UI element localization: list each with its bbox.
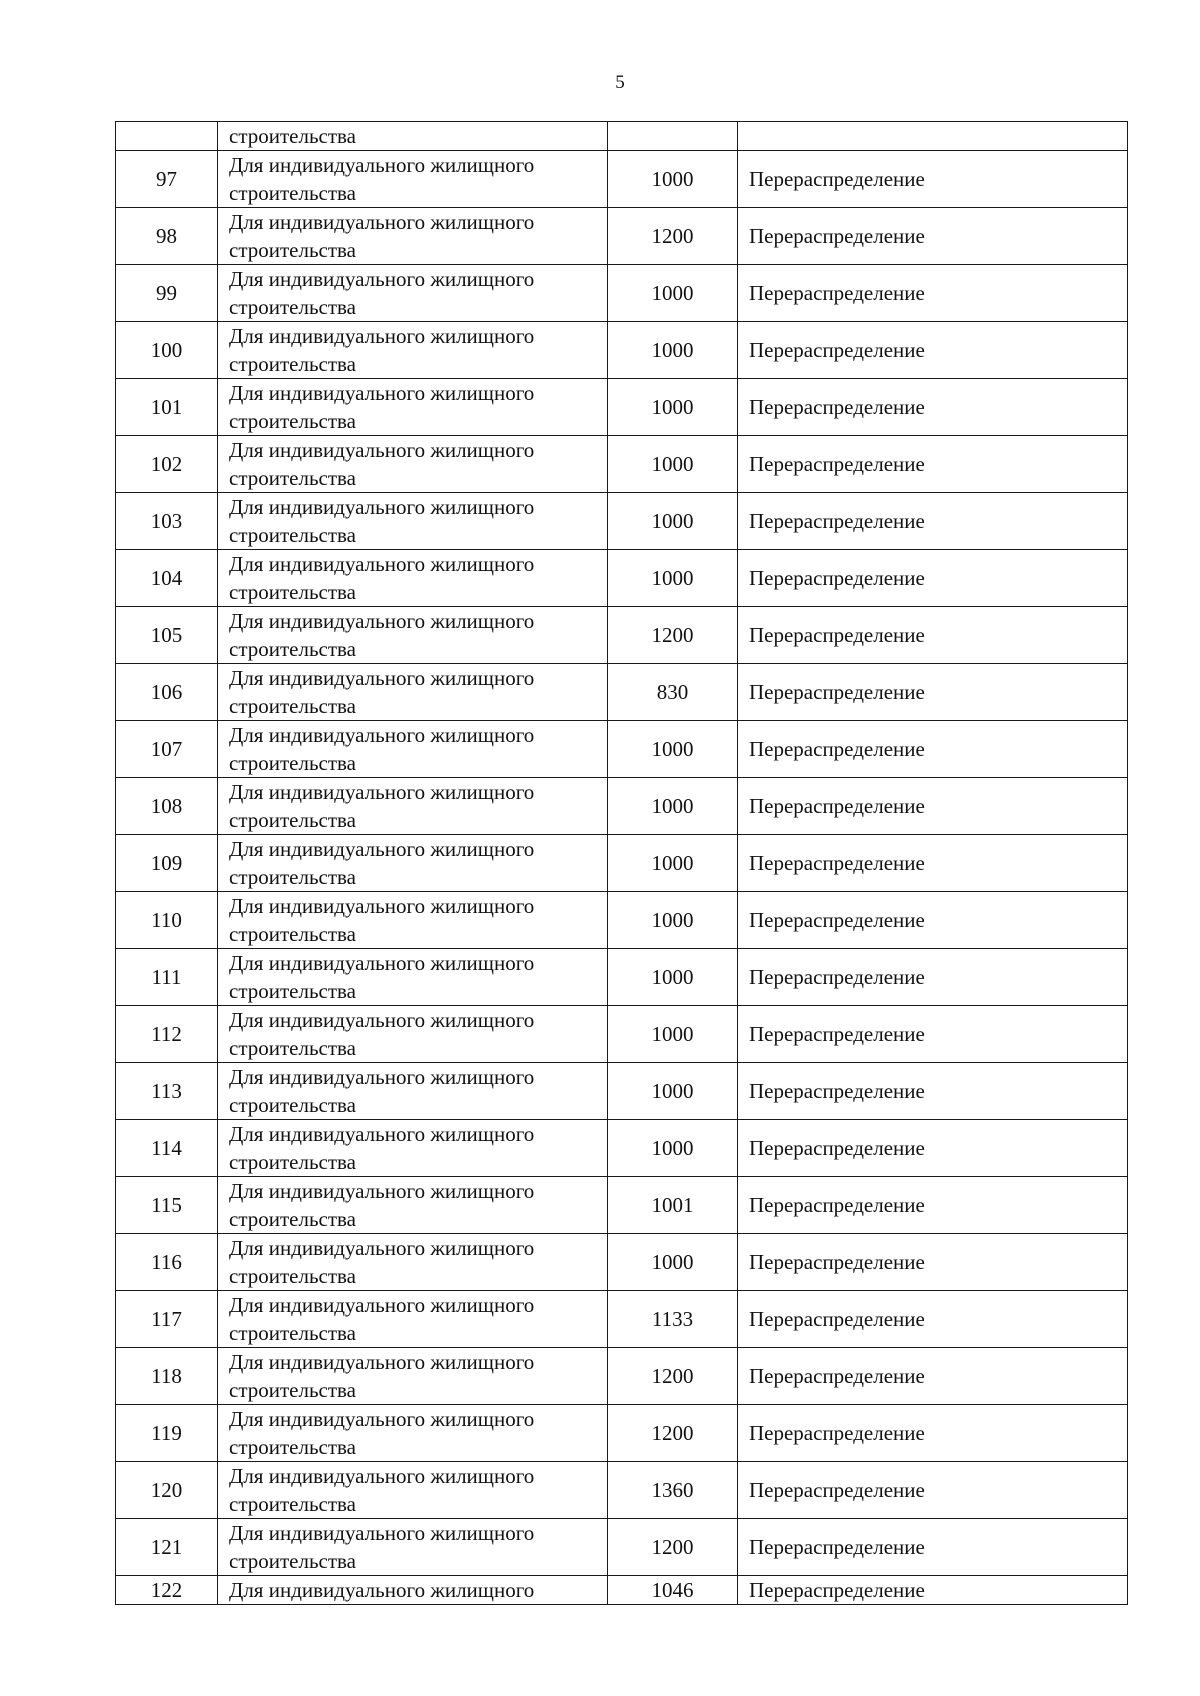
- table-row: [116, 778, 1128, 835]
- method-cell: Перераспределение: [738, 322, 1128, 379]
- land-use-text: Для индивидуального жилищного: [229, 723, 535, 747]
- area-cell: 1046: [608, 1576, 738, 1605]
- land-use-text: Для индивидуального жилищного: [229, 267, 535, 291]
- land-use-text: строительства: [229, 1321, 357, 1345]
- land-use-text: строительства: [229, 1150, 357, 1174]
- table-row: [116, 1405, 1128, 1462]
- method-cell: [738, 122, 1128, 151]
- land-use-text: Для индивидуального жилищного: [229, 153, 535, 177]
- row-number-cell: [116, 122, 218, 151]
- land-use-cell: [218, 892, 608, 949]
- row-number-cell: 110: [116, 892, 218, 949]
- land-use-text: Для индивидуального жилищного: [229, 1464, 535, 1488]
- area-cell: 1000: [608, 949, 738, 1006]
- table-row: [116, 1462, 1128, 1519]
- method-cell: Перераспределение: [738, 493, 1128, 550]
- method-cell: Перераспределение: [738, 436, 1128, 493]
- area-cell: 1000: [608, 1120, 738, 1177]
- land-use-text: Для индивидуального жилищного: [229, 438, 535, 462]
- area-cell: 1133: [608, 1291, 738, 1348]
- method-cell: Перераспределение: [738, 265, 1128, 322]
- land-use-text: Для индивидуального жилищного: [229, 837, 535, 861]
- land-use-cell: [218, 151, 608, 208]
- table-row-continuation: [116, 122, 1128, 151]
- method-cell: Перераспределение: [738, 835, 1128, 892]
- method-cell: Перераспределение: [738, 664, 1128, 721]
- area-cell: 1000: [608, 493, 738, 550]
- table-row: [116, 1576, 1128, 1605]
- land-plots-table: [115, 121, 1128, 1605]
- land-use-text: строительства: [229, 352, 357, 376]
- table-row: [116, 322, 1128, 379]
- row-number-cell: 98: [116, 208, 218, 265]
- row-number-cell: 104: [116, 550, 218, 607]
- land-use-cell: [218, 835, 608, 892]
- land-use-text: строительства: [229, 865, 357, 889]
- page-number: 5: [615, 72, 625, 93]
- row-number-cell: 112: [116, 1006, 218, 1063]
- method-cell: Перераспределение: [738, 892, 1128, 949]
- method-cell: Перераспределение: [738, 151, 1128, 208]
- table-row: [116, 664, 1128, 721]
- land-use-cell: [218, 949, 608, 1006]
- area-cell: 1000: [608, 835, 738, 892]
- table-row: [116, 265, 1128, 322]
- area-cell: 1001: [608, 1177, 738, 1234]
- method-cell: Перераспределение: [738, 1120, 1128, 1177]
- table-row: [116, 493, 1128, 550]
- land-use-text: строительства: [229, 466, 357, 490]
- land-use-text: строительства: [229, 1549, 357, 1573]
- land-use-text: Для индивидуального жилищного: [229, 1122, 535, 1146]
- area-cell: 1000: [608, 778, 738, 835]
- land-use-text: Для индивидуального жилищного: [229, 780, 535, 804]
- table-row: [116, 1063, 1128, 1120]
- land-use-text: Для индивидуального жилищного: [229, 495, 535, 519]
- land-use-cell: [218, 436, 608, 493]
- land-use-text: Для индивидуального жилищного: [229, 324, 535, 348]
- area-cell: 1200: [608, 1405, 738, 1462]
- land-use-cell: [218, 1006, 608, 1063]
- area-cell: 1200: [608, 1519, 738, 1576]
- row-number-cell: 121: [116, 1519, 218, 1576]
- row-number-cell: 122: [116, 1576, 218, 1605]
- table-row: [116, 1519, 1128, 1576]
- land-use-text: Для индивидуального жилищного: [229, 894, 535, 918]
- land-use-cell: [218, 1348, 608, 1405]
- land-use-text: строительства: [229, 580, 357, 604]
- land-use-text: строительства: [229, 238, 357, 262]
- land-use-cell: [218, 1576, 608, 1605]
- method-cell: Перераспределение: [738, 1234, 1128, 1291]
- row-number-cell: 99: [116, 265, 218, 322]
- land-use-text: Для индивидуального жилищного: [229, 552, 535, 576]
- land-use-text: Для индивидуального жилищного: [229, 951, 535, 975]
- table-row: [116, 1348, 1128, 1405]
- land-use-text: строительства: [229, 1093, 357, 1117]
- land-use-text: строительства: [229, 1207, 357, 1231]
- row-number-cell: 103: [116, 493, 218, 550]
- land-use-text: строительства: [229, 523, 357, 547]
- method-cell: Перераспределение: [738, 721, 1128, 778]
- method-cell: Перераспределение: [738, 1462, 1128, 1519]
- land-use-text: строительства: [229, 1264, 357, 1288]
- method-cell: Перераспределение: [738, 1576, 1128, 1605]
- land-use-text: строительства: [229, 295, 357, 319]
- land-use-text: строительства: [229, 751, 357, 775]
- area-cell: 1000: [608, 151, 738, 208]
- method-cell: Перераспределение: [738, 778, 1128, 835]
- land-use-cell: [218, 493, 608, 550]
- area-cell: [608, 122, 738, 151]
- table-row: [116, 1006, 1128, 1063]
- land-use-text: строительства: [229, 922, 357, 946]
- land-use-text: строительства: [229, 124, 357, 148]
- method-cell: Перераспределение: [738, 949, 1128, 1006]
- area-cell: 1000: [608, 550, 738, 607]
- method-cell: Перераспределение: [738, 1348, 1128, 1405]
- land-use-cell: [218, 607, 608, 664]
- area-cell: 1000: [608, 1234, 738, 1291]
- row-number-cell: 117: [116, 1291, 218, 1348]
- row-number-cell: 111: [116, 949, 218, 1006]
- land-use-text: Для индивидуального жилищного: [229, 1407, 535, 1431]
- method-cell: Перераспределение: [738, 1519, 1128, 1576]
- land-use-text: Для индивидуального жилищного: [229, 609, 535, 633]
- land-use-cell: [218, 379, 608, 436]
- method-cell: Перераспределение: [738, 1177, 1128, 1234]
- row-number-cell: 106: [116, 664, 218, 721]
- land-use-text: строительства: [229, 1378, 357, 1402]
- land-use-text: строительства: [229, 181, 357, 205]
- land-use-text: Для индивидуального жилищного: [229, 1521, 535, 1545]
- table-row: [116, 949, 1128, 1006]
- table-row: [116, 1177, 1128, 1234]
- land-use-text: строительства: [229, 694, 357, 718]
- method-cell: Перераспределение: [738, 379, 1128, 436]
- row-number-cell: 97: [116, 151, 218, 208]
- row-number-cell: 107: [116, 721, 218, 778]
- area-cell: 1000: [608, 1063, 738, 1120]
- area-cell: 1000: [608, 721, 738, 778]
- area-cell: 1000: [608, 322, 738, 379]
- table-row: [116, 892, 1128, 949]
- land-use-text: Для индивидуального жилищного: [229, 1578, 535, 1602]
- table-row: [116, 151, 1128, 208]
- land-use-cell: [218, 664, 608, 721]
- row-number-cell: 113: [116, 1063, 218, 1120]
- land-use-text: строительства: [229, 1036, 357, 1060]
- area-cell: 1360: [608, 1462, 738, 1519]
- table-row: [116, 1120, 1128, 1177]
- table-body: [116, 122, 1128, 1605]
- land-use-cell: [218, 721, 608, 778]
- land-use-text: Для индивидуального жилищного: [229, 210, 535, 234]
- table-row: [116, 607, 1128, 664]
- area-cell: 1000: [608, 436, 738, 493]
- row-number-cell: 118: [116, 1348, 218, 1405]
- land-use-text: Для индивидуального жилищного: [229, 1065, 535, 1089]
- method-cell: Перераспределение: [738, 550, 1128, 607]
- land-use-cell: [218, 1462, 608, 1519]
- row-number-cell: 115: [116, 1177, 218, 1234]
- area-cell: 1200: [608, 208, 738, 265]
- land-use-text: строительства: [229, 1492, 357, 1516]
- land-use-cell: [218, 778, 608, 835]
- row-number-cell: 116: [116, 1234, 218, 1291]
- row-number-cell: 101: [116, 379, 218, 436]
- area-cell: 1000: [608, 892, 738, 949]
- row-number-cell: 102: [116, 436, 218, 493]
- table-row: [116, 379, 1128, 436]
- land-use-text: Для индивидуального жилищного: [229, 666, 535, 690]
- method-cell: Перераспределение: [738, 1405, 1128, 1462]
- table-row: [116, 721, 1128, 778]
- row-number-cell: 119: [116, 1405, 218, 1462]
- row-number-cell: 120: [116, 1462, 218, 1519]
- land-use-text: строительства: [229, 637, 357, 661]
- land-use-text: строительства: [229, 808, 357, 832]
- method-cell: Перераспределение: [738, 208, 1128, 265]
- table-row: [116, 208, 1128, 265]
- land-use-text: Для индивидуального жилищного: [229, 1179, 535, 1203]
- land-use-text: Для индивидуального жилищного: [229, 381, 535, 405]
- row-number-cell: 108: [116, 778, 218, 835]
- table-row: [116, 1234, 1128, 1291]
- land-use-text: Для индивидуального жилищного: [229, 1350, 535, 1374]
- method-cell: Перераспределение: [738, 1006, 1128, 1063]
- area-cell: 830: [608, 664, 738, 721]
- land-use-cell: [218, 1063, 608, 1120]
- method-cell: Перераспределение: [738, 1291, 1128, 1348]
- land-use-cell: [218, 265, 608, 322]
- row-number-cell: 105: [116, 607, 218, 664]
- land-use-cell: [218, 1177, 608, 1234]
- land-use-text: Для индивидуального жилищного: [229, 1008, 535, 1032]
- land-use-text: строительства: [229, 979, 357, 1003]
- land-use-text: строительства: [229, 409, 357, 433]
- land-use-cell: [218, 122, 608, 151]
- land-use-cell: [218, 1519, 608, 1576]
- area-cell: 1200: [608, 1348, 738, 1405]
- area-cell: 1000: [608, 265, 738, 322]
- area-cell: 1000: [608, 1006, 738, 1063]
- method-cell: Перераспределение: [738, 1063, 1128, 1120]
- row-number-cell: 114: [116, 1120, 218, 1177]
- table-row: [116, 835, 1128, 892]
- land-use-cell: [218, 1291, 608, 1348]
- land-use-cell: [218, 322, 608, 379]
- land-use-cell: [218, 1120, 608, 1177]
- area-cell: 1200: [608, 607, 738, 664]
- land-use-text: строительства: [229, 1435, 357, 1459]
- land-use-cell: [218, 550, 608, 607]
- land-use-cell: [218, 208, 608, 265]
- table-row: [116, 550, 1128, 607]
- row-number-cell: 100: [116, 322, 218, 379]
- land-use-cell: [218, 1405, 608, 1462]
- method-cell: Перераспределение: [738, 607, 1128, 664]
- area-cell: 1000: [608, 379, 738, 436]
- row-number-cell: 109: [116, 835, 218, 892]
- land-use-text: Для индивидуального жилищного: [229, 1236, 535, 1260]
- land-use-text: Для индивидуального жилищного: [229, 1293, 535, 1317]
- table-row: [116, 436, 1128, 493]
- table-row: [116, 1291, 1128, 1348]
- land-use-cell: [218, 1234, 608, 1291]
